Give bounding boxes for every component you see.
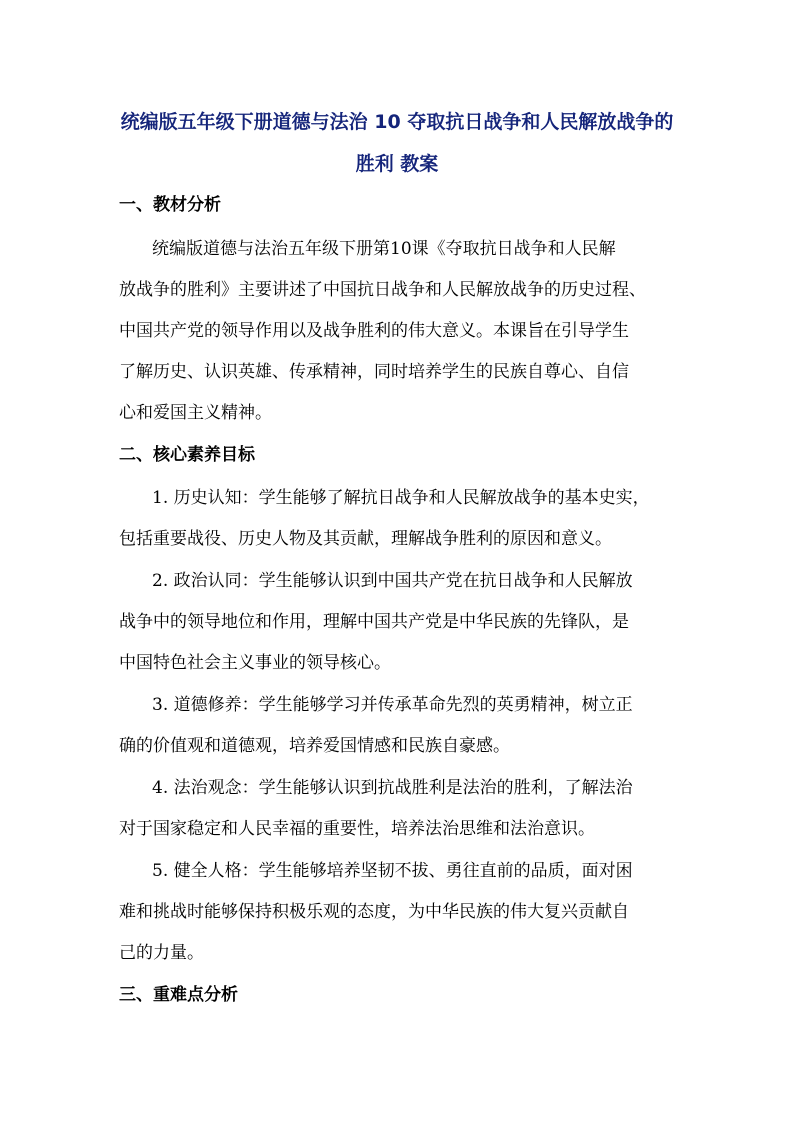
paragraph-line: 中国共产党的领导作用以及战争胜利的伟大意义。本课旨在引导学生 — [119, 321, 629, 341]
section-heading-key-points: 三、重难点分析 — [119, 985, 238, 1005]
paragraph-line: 了解历史、认识英雄、传承精神，同时培养学生的民族自尊心、自信 — [119, 362, 629, 382]
paragraph-line: 难和挑战时能够保持积极乐观的态度，为中华民族的伟大复兴贡献自 — [119, 902, 629, 922]
paragraph-line: 5. 健全人格：学生能够培养坚韧不拔、勇往直前的品质，面对困 — [152, 861, 633, 881]
paragraph-line: 中国特色社会主义事业的领导核心。 — [119, 653, 391, 673]
paragraph-line: 战争中的领导地位和作用，理解中国共产党是中华民族的先锋队，是 — [119, 612, 629, 632]
section-heading-analysis: 一、教材分析 — [119, 195, 221, 215]
paragraph-line: 3. 道德修养：学生能够学习并传承革命先烈的英勇精神，树立正 — [152, 695, 633, 715]
paragraph-line: 确的价值观和道德观，培养爱国情感和民族自豪感。 — [119, 736, 510, 756]
paragraph-line: 统编版道德与法治五年级下册第10课《夺取抗日战争和人民解 — [152, 239, 616, 259]
paragraph-line: 2. 政治认同：学生能够认识到中国共产党在抗日战争和人民解放 — [152, 571, 633, 591]
section-heading-goals: 二、核心素养目标 — [119, 445, 255, 465]
paragraph-line: 包括重要战役、历史人物及其贡献，理解战争胜利的原因和意义。 — [119, 529, 612, 549]
document-title-line-1: 统编版五年级下册道德与法治 10 夺取抗日战争和人民解放战争的 — [120, 111, 674, 133]
paragraph-line: 1. 历史认知：学生能够了解抗日战争和人民解放战争的基本史实， — [152, 488, 650, 508]
paragraph-line: 放战争的胜利》主要讲述了中国抗日战争和人民解放战争的历史过程、 — [119, 280, 646, 300]
paragraph-line: 心和爱国主义精神。 — [119, 403, 272, 423]
paragraph-line: 4. 法治观念：学生能够认识到抗战胜利是法治的胜利，了解法治 — [152, 778, 633, 798]
paragraph-line: 己的力量。 — [119, 943, 204, 963]
document-title-line-2: 胜利 教案 — [355, 153, 439, 175]
paragraph-line: 对于国家稳定和人民幸福的重要性，培养法治思维和法治意识。 — [119, 819, 595, 839]
